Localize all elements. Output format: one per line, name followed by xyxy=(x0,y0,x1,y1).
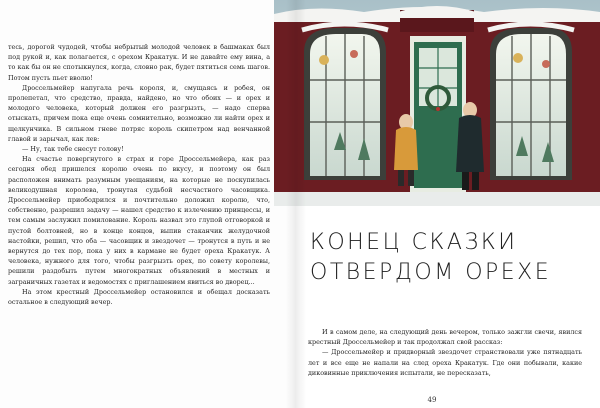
paragraph: тесь, дорогой чудодей, чтобы небрытый молодой человек в башмаках был под рукой и, как полагается, с орехом Кракатук. И не давайте ему вина, а то как бы он не спотыкнулся, когда, словно рак, будет пятиться семь шагов. Потом пусть пьет вволю! xyxy=(8,43,270,82)
paragraph: На счастье повергнутого в страх и горе Дроссельмейера, как раз сегодня обед пришелся королю очень по вкусу, и поэтому он был расположен внимать разумным увещаниям, на которые не поскупилась великодушная королева, тронутая судьбой несчастного часовщика. Дроссельмейер приободрился и почтительно доложил королю, что, собственно, разрешил задачу — нашел средство к излечению принцессы, и тем самым заслужил помилование. Король назвал это глупой отговоркой и пустой болтовней, но в конце концов, выпив стаканчик желудочной настойки, решил, что оба — часовщик и звездочет — тронутся в путь и не вернутся до тех пор, пока у них в кармане не будет ореха Кракатук. А человека, нужного для того, чтобы разгрызть орех, по совету королевы, решили раздобыть путем многократных объявлений в местных и заграничных газетах и ведомостях с приглашением явиться во дворец... xyxy=(8,155,270,286)
page-number: 49 xyxy=(427,396,437,404)
paragraph: На этом крестный Дроссельмейер остановился и обещал досказать остальное в следующий вечер. xyxy=(8,287,270,307)
chapter-title-line: ОТВЕРДОМ ОРЕХЕ xyxy=(310,260,552,285)
chapter-title-line: КОНЕЦ СКАЗКИ xyxy=(310,230,518,255)
paragraph: — Дроссельмейер и придворный звездочет странствовали уже пятнадцать лет и все еще не напали на след ореха Кракатук. Где они побывали, какие диковинные приключения испытали, не пересказать, xyxy=(308,348,582,377)
book-gutter xyxy=(286,0,306,408)
paragraph: И в самом деле, на следующий день вечером, только зажгли свечи, явился крестный Дроссельмейер и так продолжал свой рассказ: xyxy=(308,328,582,347)
chapter-title xyxy=(310,228,580,288)
storefront-illustration xyxy=(274,0,600,206)
paragraph: — Ну, так тебе снесут голову! xyxy=(22,145,124,154)
right-page-text xyxy=(308,327,582,378)
left-page-text xyxy=(8,42,270,307)
paragraph: Дроссельмейер напугала речь короля, и, смущаясь и робея, он пролепетал, что средство, правда, найдено, но что обоих — и орех и молодого человека, который должен его разгрызть, — надо сперва отыскать, причем пока еще очень сомнительно, возможно ли найти орех и щелкунчика. В сильном гневе потряс король скипетром над венчанной главой и зарычал, как лев: xyxy=(8,83,270,143)
left-page xyxy=(0,0,296,408)
storefront-scene-icon xyxy=(274,0,600,206)
